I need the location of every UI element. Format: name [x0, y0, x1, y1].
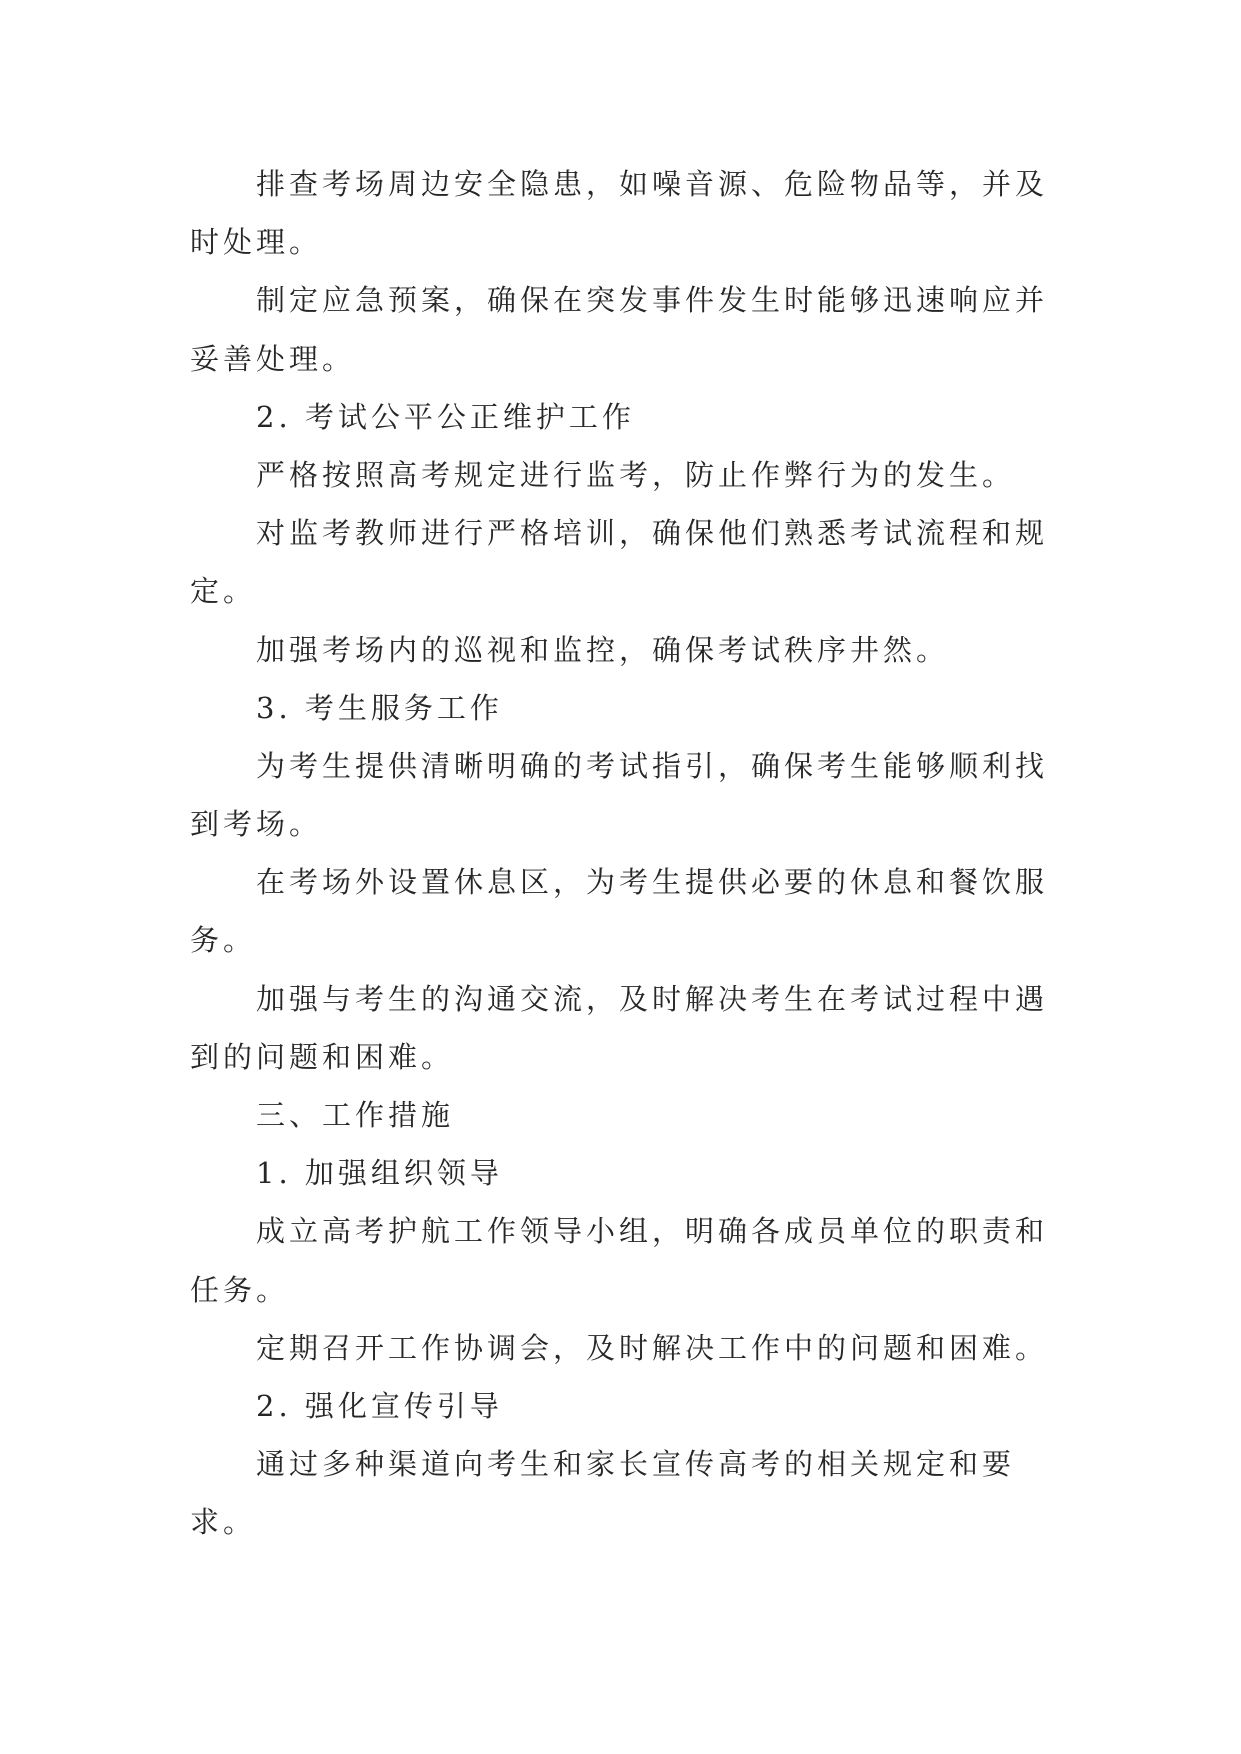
paragraph-line: 为考生提供清晰明确的考试指引，确保考生能够顺利找	[256, 748, 1049, 783]
paragraph-line: 通过多种渠道向考生和家长宣传高考的相关规定和要	[256, 1447, 1016, 1482]
paragraph-line: 排查考场周边安全隐患，如噪音源、危险物品等，并及	[256, 167, 1049, 201]
paragraph-line: 加强与考生的沟通交流，及时解决考生在考试过程中遇	[256, 981, 1049, 1016]
section-heading-text: 1. 加强组织领导	[256, 1156, 503, 1191]
section-title-text: 三、工作措施	[256, 1098, 455, 1132]
paragraph	[190, 446, 1090, 504]
paragraph-line: 求。	[190, 1505, 257, 1540]
paragraph	[190, 970, 1090, 1086]
section-heading	[190, 1144, 1090, 1202]
section-heading	[190, 679, 1090, 737]
paragraph	[190, 504, 1090, 620]
paragraph	[190, 1202, 1090, 1318]
paragraph-line: 对监考教师进行严格培训，确保他们熟悉考试流程和规	[256, 516, 1049, 551]
section-heading-text: 2. 考试公平公正维护工作	[256, 399, 635, 434]
paragraph-line: 务。	[190, 923, 257, 958]
paragraph	[190, 621, 1090, 679]
paragraph	[190, 1319, 1090, 1377]
section-heading	[190, 1377, 1090, 1435]
paragraph-line: 定期召开工作协调会，及时解决工作中的问题和困难。	[256, 1330, 1049, 1365]
paragraph-line: 加强考场内的巡视和监控，确保考试秩序井然。	[256, 632, 950, 667]
section-heading-text: 2. 强化宣传引导	[256, 1388, 503, 1423]
paragraph	[190, 155, 1090, 271]
paragraph-line: 到考场。	[190, 807, 323, 842]
paragraph-line: 成立高考护航工作领导小组，明确各成员单位的职责和	[256, 1214, 1049, 1249]
paragraph-line: 任务。	[190, 1272, 290, 1307]
paragraph	[190, 271, 1090, 387]
paragraph-line: 时处理。	[190, 225, 323, 260]
paragraph-line: 制定应急预案，确保在突发事件发生时能够迅速响应并	[256, 283, 1049, 318]
paragraph-line: 妥善处理。	[190, 341, 356, 376]
section-heading-text: 3. 考生服务工作	[256, 690, 503, 725]
paragraph-line: 到的问题和困难。	[190, 1039, 455, 1074]
paragraph	[190, 737, 1090, 853]
paragraph-line: 在考场外设置休息区，为考生提供必要的休息和餐饮服	[256, 865, 1049, 900]
document-body	[190, 155, 1090, 1552]
section-heading	[190, 388, 1090, 446]
paragraph	[190, 1435, 1090, 1551]
paragraph-line: 严格按照高考规定进行监考，防止作弊行为的发生。	[256, 457, 1016, 492]
paragraph	[190, 853, 1090, 969]
paragraph-line: 定。	[190, 574, 257, 609]
section-title	[190, 1086, 1090, 1144]
